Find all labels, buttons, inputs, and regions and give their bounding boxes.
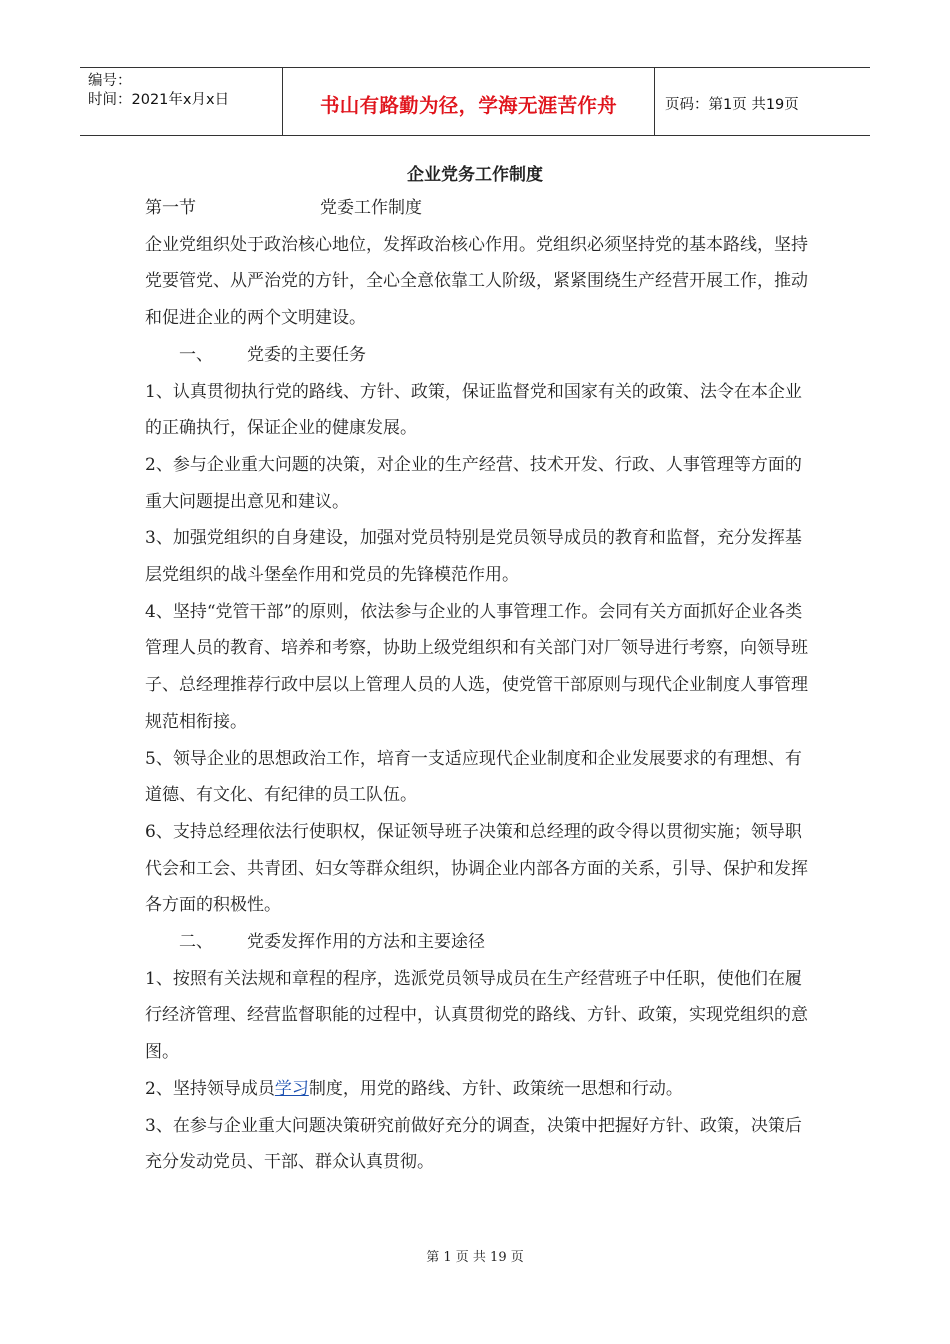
part1-item-5: 5、领导企业的思想政治工作，培育一支适应现代企业制度和企业发展要求的有理想、有道德、有文化、有纪律的员工队伍。 [145, 748, 802, 806]
part1-number: 一、 [179, 344, 213, 365]
part2-item-2 [145, 1071, 815, 1108]
header-motto: 书山有路勤为径，学海无涯苦作舟 [319, 93, 617, 117]
part1-item-4: 4、坚持“党管干部”的原则，依法参与企业的人事管理工作。会同有关方面抓好企业各类管理人员的教育、培养和考察，协助上级党组织和有关部门对厂领导进行考察，向领导班子、总经理推荐行政中层以上管理人员的人选，使党管干部原则与现代企业制度人事管理规范相衔接。 [145, 601, 808, 732]
section-heading [145, 190, 815, 227]
section-title: 党委工作制度 [320, 198, 422, 218]
part1-title: 党委的主要任务 [247, 344, 366, 365]
header-motto-cell [282, 68, 655, 135]
study-link[interactable]: 学习 [274, 1078, 309, 1099]
intro-paragraph: 企业党组织处于政治核心地位，发挥政治核心作用。党组织必须坚持党的基本路线，坚持党要管党、从严治党的方针，全心全意依靠工人阶级，紧紧围绕生产经营开展工作，推动和促进企业的两个文明建设。 [145, 234, 808, 329]
part1-item-3: 3、加强党组织的自身建设，加强对党员特别是党员领导成员的教育和监督，充分发挥基层党组织的战斗堡垒作用和党员的先锋模范作用。 [145, 528, 802, 586]
section-label: 第一节 [145, 198, 196, 218]
part2-number: 二、 [179, 932, 213, 953]
document-time-label: 时间：2021年x月x日 [88, 92, 230, 108]
document-number-label: 编号： [88, 73, 132, 89]
header-page-info: 页码：第1页 共19页 [665, 97, 799, 113]
part1-item-6: 6、支持总经理依法行使职权，保证领导班子决策和总经理的政令得以贯彻实施；领导职代会和工会、共青团、妇女等群众组织，协调企业内部各方面的关系，引导、保护和发挥各方面的积极性。 [145, 821, 808, 916]
header-meta-cell [80, 68, 282, 135]
header-page-cell [655, 68, 870, 135]
part2-heading [145, 924, 815, 961]
part2-item-3: 3、在参与企业重大问题决策研究前做好充分的调查，决策中把握好方针、政策，决策后充分发动党员、干部、群众认真贯彻。 [145, 1115, 802, 1173]
part2-title: 党委发挥作用的方法和主要途径 [247, 932, 485, 953]
document-title: 企业党务工作制度 [407, 165, 543, 185]
header-table [80, 67, 870, 136]
part2-item-2-after: 制度，用党的路线、方针、政策统一思想和行动。 [308, 1078, 683, 1099]
part1-item-2: 2、参与企业重大问题的决策，对企业的生产经营、技术开发、行政、人事管理等方面的重大问题提出意见和建议。 [145, 454, 802, 512]
document-body [145, 190, 815, 1181]
part1-item-1: 1、认真贯彻执行党的路线、方针、政策，保证监督党和国家有关的政策、法令在本企业的正确执行，保证企业的健康发展。 [145, 381, 802, 439]
part2-item-1: 1、按照有关法规和章程的程序，选派党员领导成员在生产经营班子中任职，使他们在履行经济管理、经营监督职能的过程中，认真贯彻党的路线、方针、政策，实现党组织的意图。 [145, 968, 808, 1063]
page-footer: 第 1 页 共 19 页 [426, 1250, 524, 1265]
part2-item-2-before: 2、坚持领导成员 [145, 1078, 275, 1099]
part1-heading [145, 337, 815, 374]
